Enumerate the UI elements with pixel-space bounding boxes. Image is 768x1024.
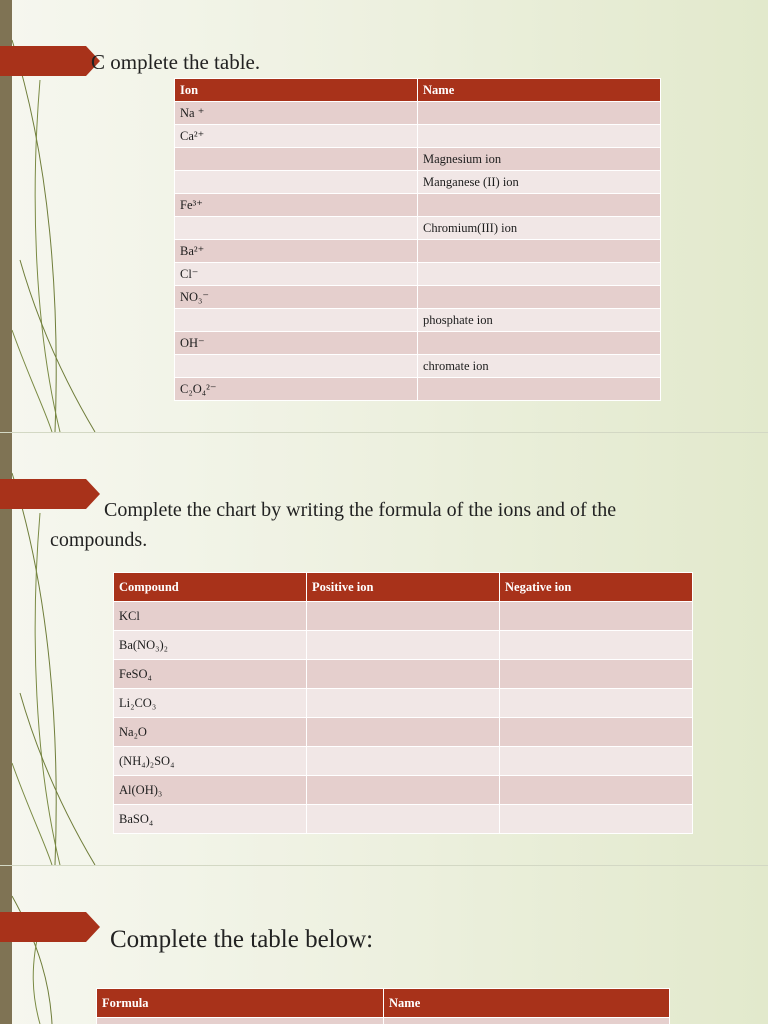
name-cell: Magnesium ion [418,148,661,171]
name-cell [418,102,661,125]
ion-cell [175,355,418,378]
positive-ion-cell [307,718,500,747]
formula-cell [97,1018,384,1024]
table-row [175,263,661,286]
slide-1 [0,0,768,432]
header-name: Name [418,79,661,102]
table-row [175,355,661,378]
header-negative-ion: Negative ion [500,573,693,602]
name-cell: chromate ion [418,355,661,378]
name-cell [418,125,661,148]
title-flag [0,912,100,942]
name-cell: Manganese (II) ion [418,171,661,194]
compound-cell: Al(OH)₃ [114,776,307,805]
slide-2 [0,433,768,865]
table-row [175,240,661,263]
positive-ion-cell [307,776,500,805]
ion-cell: OH⁻ [175,332,418,355]
name-cell [418,286,661,309]
positive-ion-cell [307,660,500,689]
negative-ion-cell [500,776,693,805]
table-row [114,689,693,718]
title-flag [0,46,100,76]
ion-cell: Fe³⁺ [175,194,418,217]
table-row [114,631,693,660]
positive-ion-cell [307,689,500,718]
name-cell [418,240,661,263]
table-row [175,102,661,125]
ion-cell [175,171,418,194]
table-row [175,194,661,217]
compound-ions-table [113,572,693,834]
ion-cell: NO₃⁻ [175,286,418,309]
ion-cell [175,309,418,332]
table-row [175,309,661,332]
table-row [175,148,661,171]
formula-name-table [96,988,670,1024]
compound-cell: Li₂CO₃ [114,689,307,718]
title-flag [0,479,100,509]
slide-2-heading-line2: compounds. [50,529,148,551]
table-row [114,747,693,776]
ion-cell: Cl⁻ [175,263,418,286]
header-positive-ion: Positive ion [307,573,500,602]
positive-ion-cell [307,747,500,776]
compound-cell: FeSO₄ [114,660,307,689]
table-row [175,125,661,148]
negative-ion-cell [500,805,693,834]
negative-ion-cell [500,718,693,747]
name-cell [418,194,661,217]
positive-ion-cell [307,602,500,631]
table-row [175,286,661,309]
ion-cell [175,217,418,240]
table-row [175,332,661,355]
table-row [114,660,693,689]
ion-cell: Na ⁺ [175,102,418,125]
table-row [114,776,693,805]
name-cell: phosphate ion [418,309,661,332]
header-name: Name [384,989,670,1018]
name-cell: Chromium(III) ion [418,217,661,240]
ion-name-table [174,78,661,401]
ion-cell: Ca²⁺ [175,125,418,148]
negative-ion-cell [500,631,693,660]
header-formula: Formula [97,989,384,1018]
compound-cell: BaSO₄ [114,805,307,834]
ion-cell: C₂O₄²⁻ [175,378,418,401]
negative-ion-cell [500,689,693,718]
name-cell [418,263,661,286]
table-row [97,1018,670,1024]
table-row [114,805,693,834]
compound-cell: KCl [114,602,307,631]
slide-3-heading: Complete the table below: [110,926,374,953]
name-cell [418,332,661,355]
slide-1-heading: C omplete the table. [91,50,261,74]
compound-cell: (NH₄)₂SO₄ [114,747,307,776]
negative-ion-cell [500,602,693,631]
compound-cell: Na₂O [114,718,307,747]
ion-cell: Ba²⁺ [175,240,418,263]
slide-2-heading-line1: Complete the chart by writing the formula of the ions and of the [104,499,617,521]
compound-cell: Ba(NO₃)₂ [114,631,307,660]
name-cell [384,1018,670,1024]
positive-ion-cell [307,631,500,660]
header-ion: Ion [175,79,418,102]
negative-ion-cell [500,660,693,689]
name-cell [418,378,661,401]
table-row [175,378,661,401]
table-row [175,171,661,194]
positive-ion-cell [307,805,500,834]
table-row [175,217,661,240]
header-compound: Compound [114,573,307,602]
negative-ion-cell [500,747,693,776]
table-row [114,602,693,631]
ion-cell [175,148,418,171]
table-row [114,718,693,747]
slide-3 [0,866,768,1024]
